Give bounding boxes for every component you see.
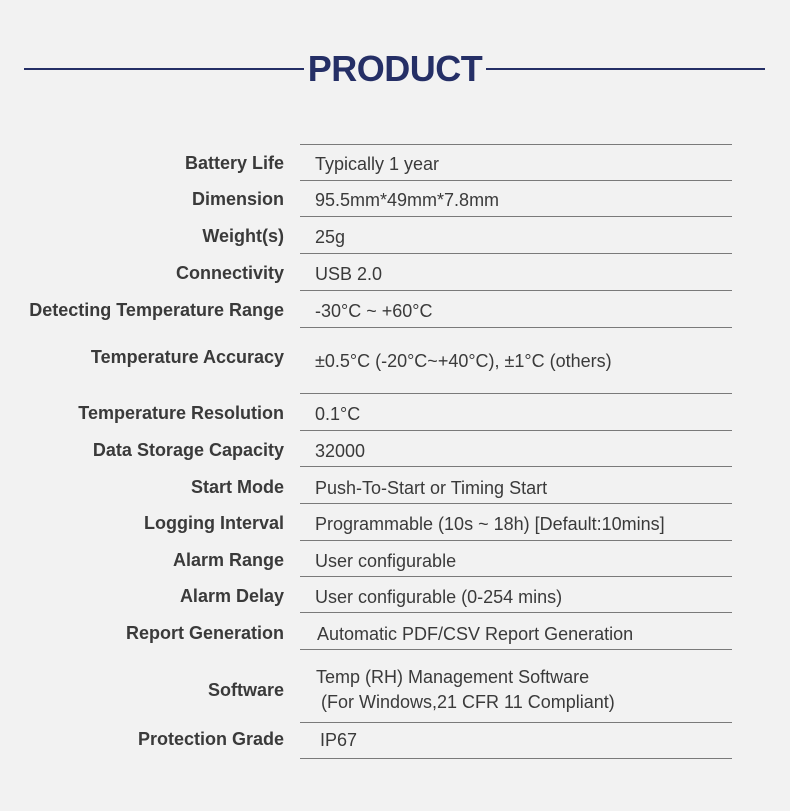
table-divider — [300, 430, 732, 431]
table-divider — [300, 466, 732, 467]
table-divider — [300, 393, 732, 394]
header-rule-right — [486, 68, 765, 70]
page-title: PRODUCT — [307, 48, 483, 89]
table-divider — [300, 327, 732, 328]
spec-value: 25g — [315, 227, 346, 247]
spec-label: Alarm Delay — [179, 586, 284, 606]
spec-value: User configurable — [315, 551, 457, 571]
spec-value: Typically 1 year — [315, 154, 440, 174]
table-divider — [300, 576, 732, 577]
page-header — [0, 0, 790, 130]
spec-value: Temp (RH) Management Software — [316, 667, 590, 687]
spec-value: Programmable (10s ~ 18h) [Default:10mins] — [315, 514, 665, 534]
spec-label: Temperature Accuracy — [90, 347, 284, 367]
spec-value: 32000 — [315, 441, 366, 461]
spec-value: -30°C ~ +60°C — [315, 301, 433, 321]
spec-label: Connectivity — [175, 263, 284, 283]
spec-label: Weight(s) — [202, 226, 284, 246]
table-divider — [300, 540, 732, 541]
spec-value: Push-To-Start or Timing Start — [315, 478, 548, 498]
table-divider — [300, 649, 732, 650]
table-divider — [300, 253, 732, 254]
table-divider — [300, 722, 732, 723]
table-divider — [300, 216, 732, 217]
table-divider — [300, 758, 732, 759]
spec-label: Temperature Resolution — [78, 403, 284, 423]
spec-label: Protection Grade — [137, 729, 284, 749]
table-divider — [300, 144, 732, 145]
spec-value: USB 2.0 — [315, 264, 383, 284]
spec-label: Battery Life — [184, 153, 284, 173]
table-divider — [300, 290, 732, 291]
spec-label: Alarm Range — [172, 550, 284, 570]
spec-label: Start Mode — [190, 477, 284, 497]
spec-value: Automatic PDF/CSV Report Generation — [317, 624, 634, 644]
spec-value: ±0.5°C (-20°C~+40°C), ±1°C (others) — [315, 351, 612, 371]
spec-value: 0.1°C — [315, 404, 361, 424]
spec-label: Report Generation — [125, 623, 284, 643]
spec-value: User configurable (0-254 mins) — [315, 587, 563, 607]
spec-label: Dimension — [191, 189, 284, 209]
header-rule-left — [24, 68, 304, 70]
spec-label: Software — [207, 680, 284, 700]
table-divider — [300, 612, 732, 613]
table-divider — [300, 180, 732, 181]
spec-value-note: (For Windows,21 CFR 11 Compliant) — [316, 692, 615, 712]
spec-label: Detecting Temperature Range — [29, 300, 284, 320]
spec-label: Data Storage Capacity — [92, 440, 284, 460]
table-divider — [300, 503, 732, 504]
spec-value: IP67 — [320, 730, 358, 750]
spec-label: Logging Interval — [143, 513, 284, 533]
spec-value: 95.5mm*49mm*7.8mm — [315, 190, 500, 210]
